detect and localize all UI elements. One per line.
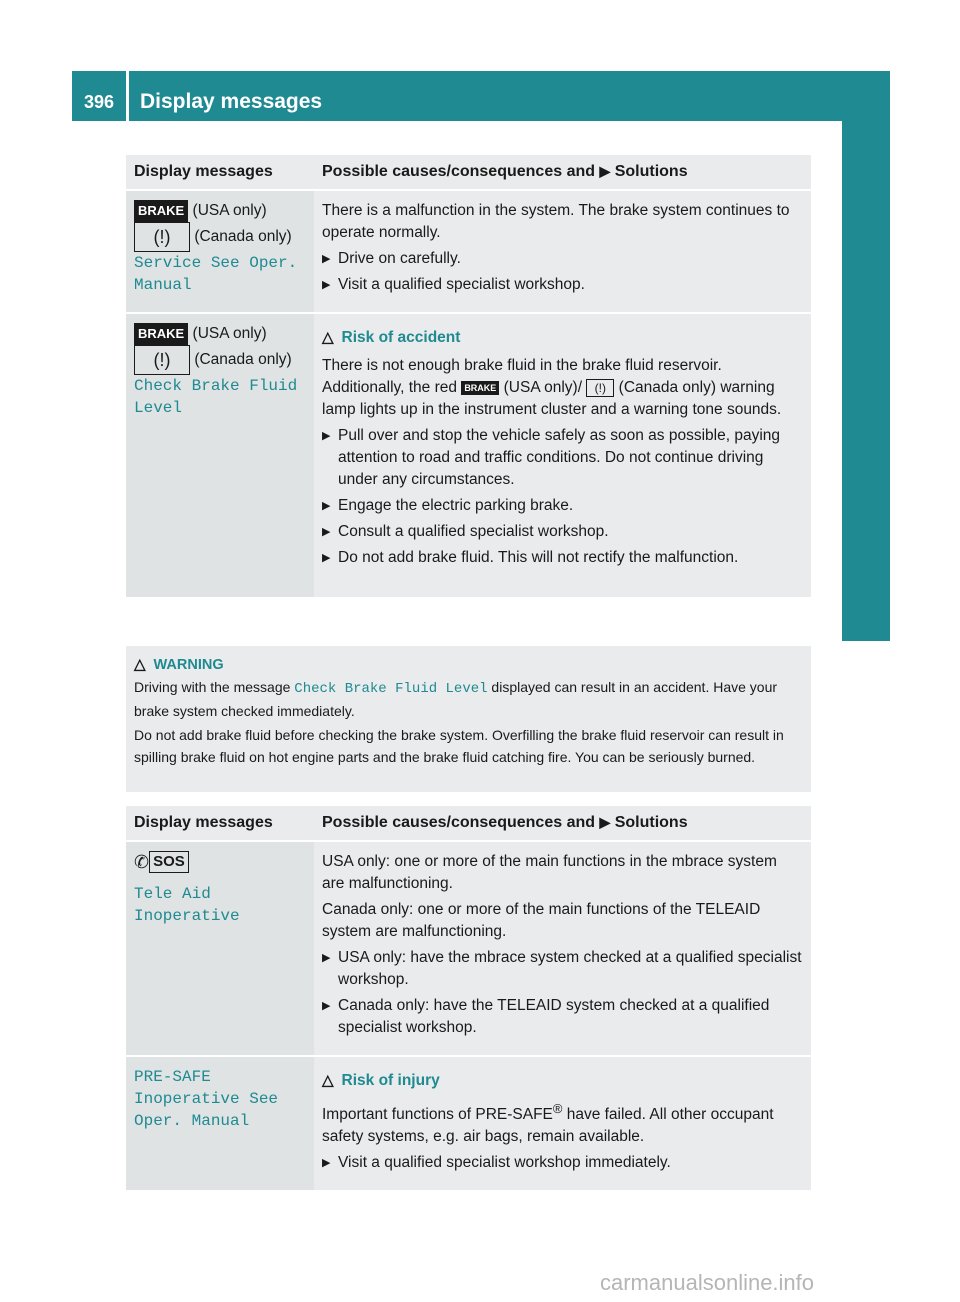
region-label: (USA only) [192,325,267,343]
page-number: 396 [84,92,115,112]
warning-box [126,646,811,792]
warning-triangle-icon: △ [134,656,146,673]
display-message: PRE-SAFE [134,1068,211,1086]
arrow-right-icon: ▶ [322,552,331,564]
brake-warning-icon: (!) [586,379,614,397]
message-cell [126,190,314,313]
arrow-right-icon: ▶ [322,526,331,538]
arrow-right-icon: ▶ [599,814,611,830]
warning-paragraph [134,676,803,722]
description-text [322,355,803,421]
warning-heading [134,654,803,676]
sos-icon: SOS [149,851,189,873]
arrow-right-icon: ▶ [322,952,331,964]
list-item [322,947,803,991]
solution-cell [314,841,811,1056]
message-cell [126,1056,314,1191]
table-row [126,313,811,598]
table-header-row [126,155,811,190]
warning-title: WARNING [153,657,224,673]
column-header-text: Possible causes/consequences and [322,163,596,180]
solution-cell [314,190,811,313]
sos-icon-wrap [134,851,306,873]
column-header-text: Possible causes/consequences and [322,814,596,831]
registered-mark: ® [552,1101,563,1116]
list-item [322,274,803,296]
region-label: (USA only) [192,202,267,220]
risk-heading [322,1070,803,1092]
message-cell [126,313,314,598]
page-title: Display messages [140,90,323,113]
list-item [322,425,803,491]
brake-warning-icon: (!) [134,222,190,252]
display-message: Check Brake Fluid [134,377,298,396]
display-message: Inoperative [134,907,240,926]
description-text: Canada only: one or more of the main functions of the TELEAID system are malfunctioning. [322,901,761,940]
display-messages-table-1 [126,155,811,599]
step-text: Canada only: have the TELEAID system checked at a qualified specialist workshop. [338,997,770,1036]
step-text: Visit a qualified specialist workshop immediately. [338,1154,671,1172]
display-message: Inoperative See [134,1090,279,1108]
display-message: Oper. Manual [134,1112,250,1130]
text-part: have failed. All other occupant safety systems, e.g. air bags, remain available. [322,1106,774,1146]
arrow-right-icon: ▶ [322,253,331,265]
display-message: Manual [134,276,192,295]
table-row [126,1056,811,1191]
list-item [322,547,803,569]
step-text: Visit a qualified specialist workshop. [338,276,585,293]
list-item [322,495,803,517]
step-text: Drive on carefully. [338,250,461,267]
brake-warning-icon: (!) [134,345,190,375]
brake-icon: BRAKE [134,323,188,345]
column-header-solutions [314,155,811,190]
step-text: USA only: have the mbrace system checked at a qualified specialist workshop. [338,949,802,988]
description-text [322,1098,803,1148]
arrow-right-icon: ▶ [322,1157,331,1170]
step-text: Do not add brake fluid. This will not rectify the malfunction. [338,549,739,566]
text-part: (USA only)/ [503,379,583,396]
warning-paragraph: Do not add brake fluid before checking the brake system. Overfilling the brake fluid reservoir can result in spilling brake fluid on hot engine parts and the brake fluid catching fire. You can be seriously burned. [134,727,784,765]
description-text: There is a malfunction in the system. The brake system continues to operate normally. [322,202,790,241]
table-row [126,190,811,313]
arrow-right-icon: ▶ [322,500,331,512]
chapter-label: On-board computer and displays [866,270,889,600]
arrow-right-icon: ▶ [322,279,331,291]
display-messages-table-2 [126,806,811,1192]
region-label: (Canada only) [194,228,292,246]
text-part: (Canada only) warning lamp lights up in the instrument cluster and a warning tone sounds. [322,379,782,418]
step-text: Engage the electric parking brake. [338,497,574,514]
solution-cell [314,313,811,598]
phone-icon: ✆ [134,852,150,872]
list-item [322,248,803,270]
description-text: USA only: one or more of the main functions in the mbrace system are malfunctioning. [322,853,777,892]
display-message: Level [134,399,183,418]
risk-heading [322,327,803,349]
step-text: Consult a qualified specialist workshop. [338,523,609,540]
arrow-right-icon: ▶ [322,430,331,442]
step-text: Pull over and stop the vehicle safely as soon as possible, paying attention to road and traffic conditions. Do not continue driving under any circumstances. [338,427,781,488]
arrow-right-icon: ▶ [599,163,611,179]
brake-icon: BRAKE [134,200,188,222]
risk-label: Risk of accident [341,329,461,346]
text-part: Driving with the message [134,679,291,695]
list-item [322,521,803,543]
text-part: Important functions of PRE-SAFE [322,1106,553,1124]
display-message: Tele Aid [134,885,211,904]
display-message: Check Brake Fluid Level [294,681,488,697]
risk-label: Risk of injury [341,1072,440,1089]
table-header-row [126,806,811,841]
warning-triangle-icon: △ [322,329,334,346]
message-cell [126,841,314,1056]
column-header-messages: Display messages [126,155,314,190]
solution-cell [314,1056,811,1191]
column-header-solutions [314,806,811,841]
list-item [322,995,803,1039]
text-part: displayed can result in an accident. Have your brake system checked immediately. [134,679,778,719]
arrow-right-icon: ▶ [322,1000,331,1012]
text-part: There is not enough brake fluid in the brake fluid reservoir. Additionally, the red [322,357,722,396]
table-row [126,841,811,1056]
watermark: carmanualsonline.info [600,1270,815,1295]
display-message: Service See Oper. [134,254,298,273]
brake-icon: BRAKE [461,381,499,395]
region-label: (Canada only) [194,351,292,369]
warning-triangle-icon: △ [322,1072,334,1089]
header-divider [126,71,129,121]
column-header-text: Solutions [614,814,688,831]
column-header-text: Solutions [614,163,688,180]
column-header-messages: Display messages [126,806,314,841]
list-item [322,1152,803,1174]
